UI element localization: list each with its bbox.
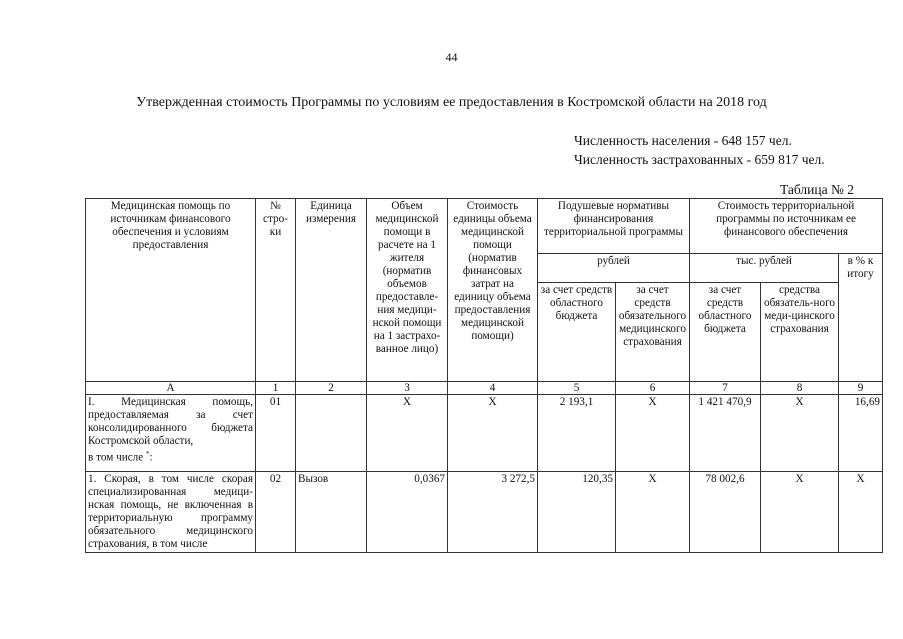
header-rubles: рублей (538, 254, 690, 283)
index-row (86, 382, 883, 395)
header-col-3: Объем медицинской помощи в расчете на 1 жителя (норматив объемов предоставле-ния медици-нской помощи на 1 застрахо-ванное лицо) (367, 199, 448, 382)
row-line-number: 02 (256, 472, 296, 553)
row-name: 1. Скорая, в том числе скорая специализированная медици-нская помощь, не включенная в территориальную программу обязательного медицинского страхования, в том числе (86, 472, 256, 553)
row-name: I. Медицинская помощь, предоставляемая за счет консолидированного бюджета Костромской области, в том числе *: (86, 395, 256, 472)
header-col-8: средства обязатель-ного меди-цинского страхования (761, 283, 839, 382)
index-cell: 7 (690, 382, 761, 395)
header-col-2: Единица измерения (296, 199, 367, 382)
row-total-regional: 1 421 470,9 (690, 395, 761, 472)
index-cell: 2 (296, 382, 367, 395)
header-col-9: в % к итогу (839, 254, 883, 382)
header-col-6: за счет средств обязательного медицинского страхования (616, 283, 690, 382)
row-regional: 2 193,1 (538, 395, 616, 472)
table-row (86, 472, 883, 553)
page-title: Утвержденная стоимость Программы по условиям ее предоставления в Костромской области на 2018 год (136, 95, 767, 110)
population-block (574, 131, 825, 169)
table-row (86, 395, 883, 472)
header-col-5: за счет средств областного бюджета (538, 283, 616, 382)
header-thousand-rubles: тыс. рублей (690, 254, 839, 283)
row-regional: 120,35 (538, 472, 616, 553)
row-oms: X (616, 395, 690, 472)
index-cell: 8 (761, 382, 839, 395)
cost-table (85, 198, 883, 553)
insured-count: Численность застрахованных - 659 817 чел. (574, 152, 825, 167)
header-col-a: Медицинская помощь по источникам финансового обеспечения и условиям предоставления (86, 199, 256, 382)
header-group-cost: Стоимость территориальной программы по источникам ее финансового обеспечения (690, 199, 883, 254)
index-cell: 5 (538, 382, 616, 395)
row-percent: 16,69 (839, 395, 883, 472)
population-count: Численность населения - 648 157 чел. (574, 133, 792, 148)
row-oms: X (616, 472, 690, 553)
index-cell: 3 (367, 382, 448, 395)
header-group-per-capita: Подушевые нормативы финансирования территориальной программы (538, 199, 690, 254)
row-cost: 3 272,5 (448, 472, 538, 553)
index-cell: 1 (256, 382, 296, 395)
table-label: Таблица № 2 (780, 182, 854, 197)
row-total-regional: 78 002,6 (690, 472, 761, 553)
row-total-oms: X (761, 472, 839, 553)
page-number: 44 (445, 50, 458, 64)
row-unit: Вызов (296, 472, 367, 553)
row-total-oms: X (761, 395, 839, 472)
row-cost: X (448, 395, 538, 472)
header-col-1: № стро-ки (256, 199, 296, 382)
row-line-number: 01 (256, 395, 296, 472)
index-cell: А (86, 382, 256, 395)
header-col-4: Стоимость единицы объема медицинской помощи (норматив финансовых затрат на единицу объема предоставления медицинской помощи) (448, 199, 538, 382)
index-cell: 4 (448, 382, 538, 395)
footnote-marker: * (146, 450, 150, 458)
row-unit (296, 395, 367, 472)
header-col-7: за счет средств областного бюджета (690, 283, 761, 382)
row-volume: X (367, 395, 448, 472)
row-percent: X (839, 472, 883, 553)
row-volume: 0,0367 (367, 472, 448, 553)
index-cell: 9 (839, 382, 883, 395)
index-cell: 6 (616, 382, 690, 395)
